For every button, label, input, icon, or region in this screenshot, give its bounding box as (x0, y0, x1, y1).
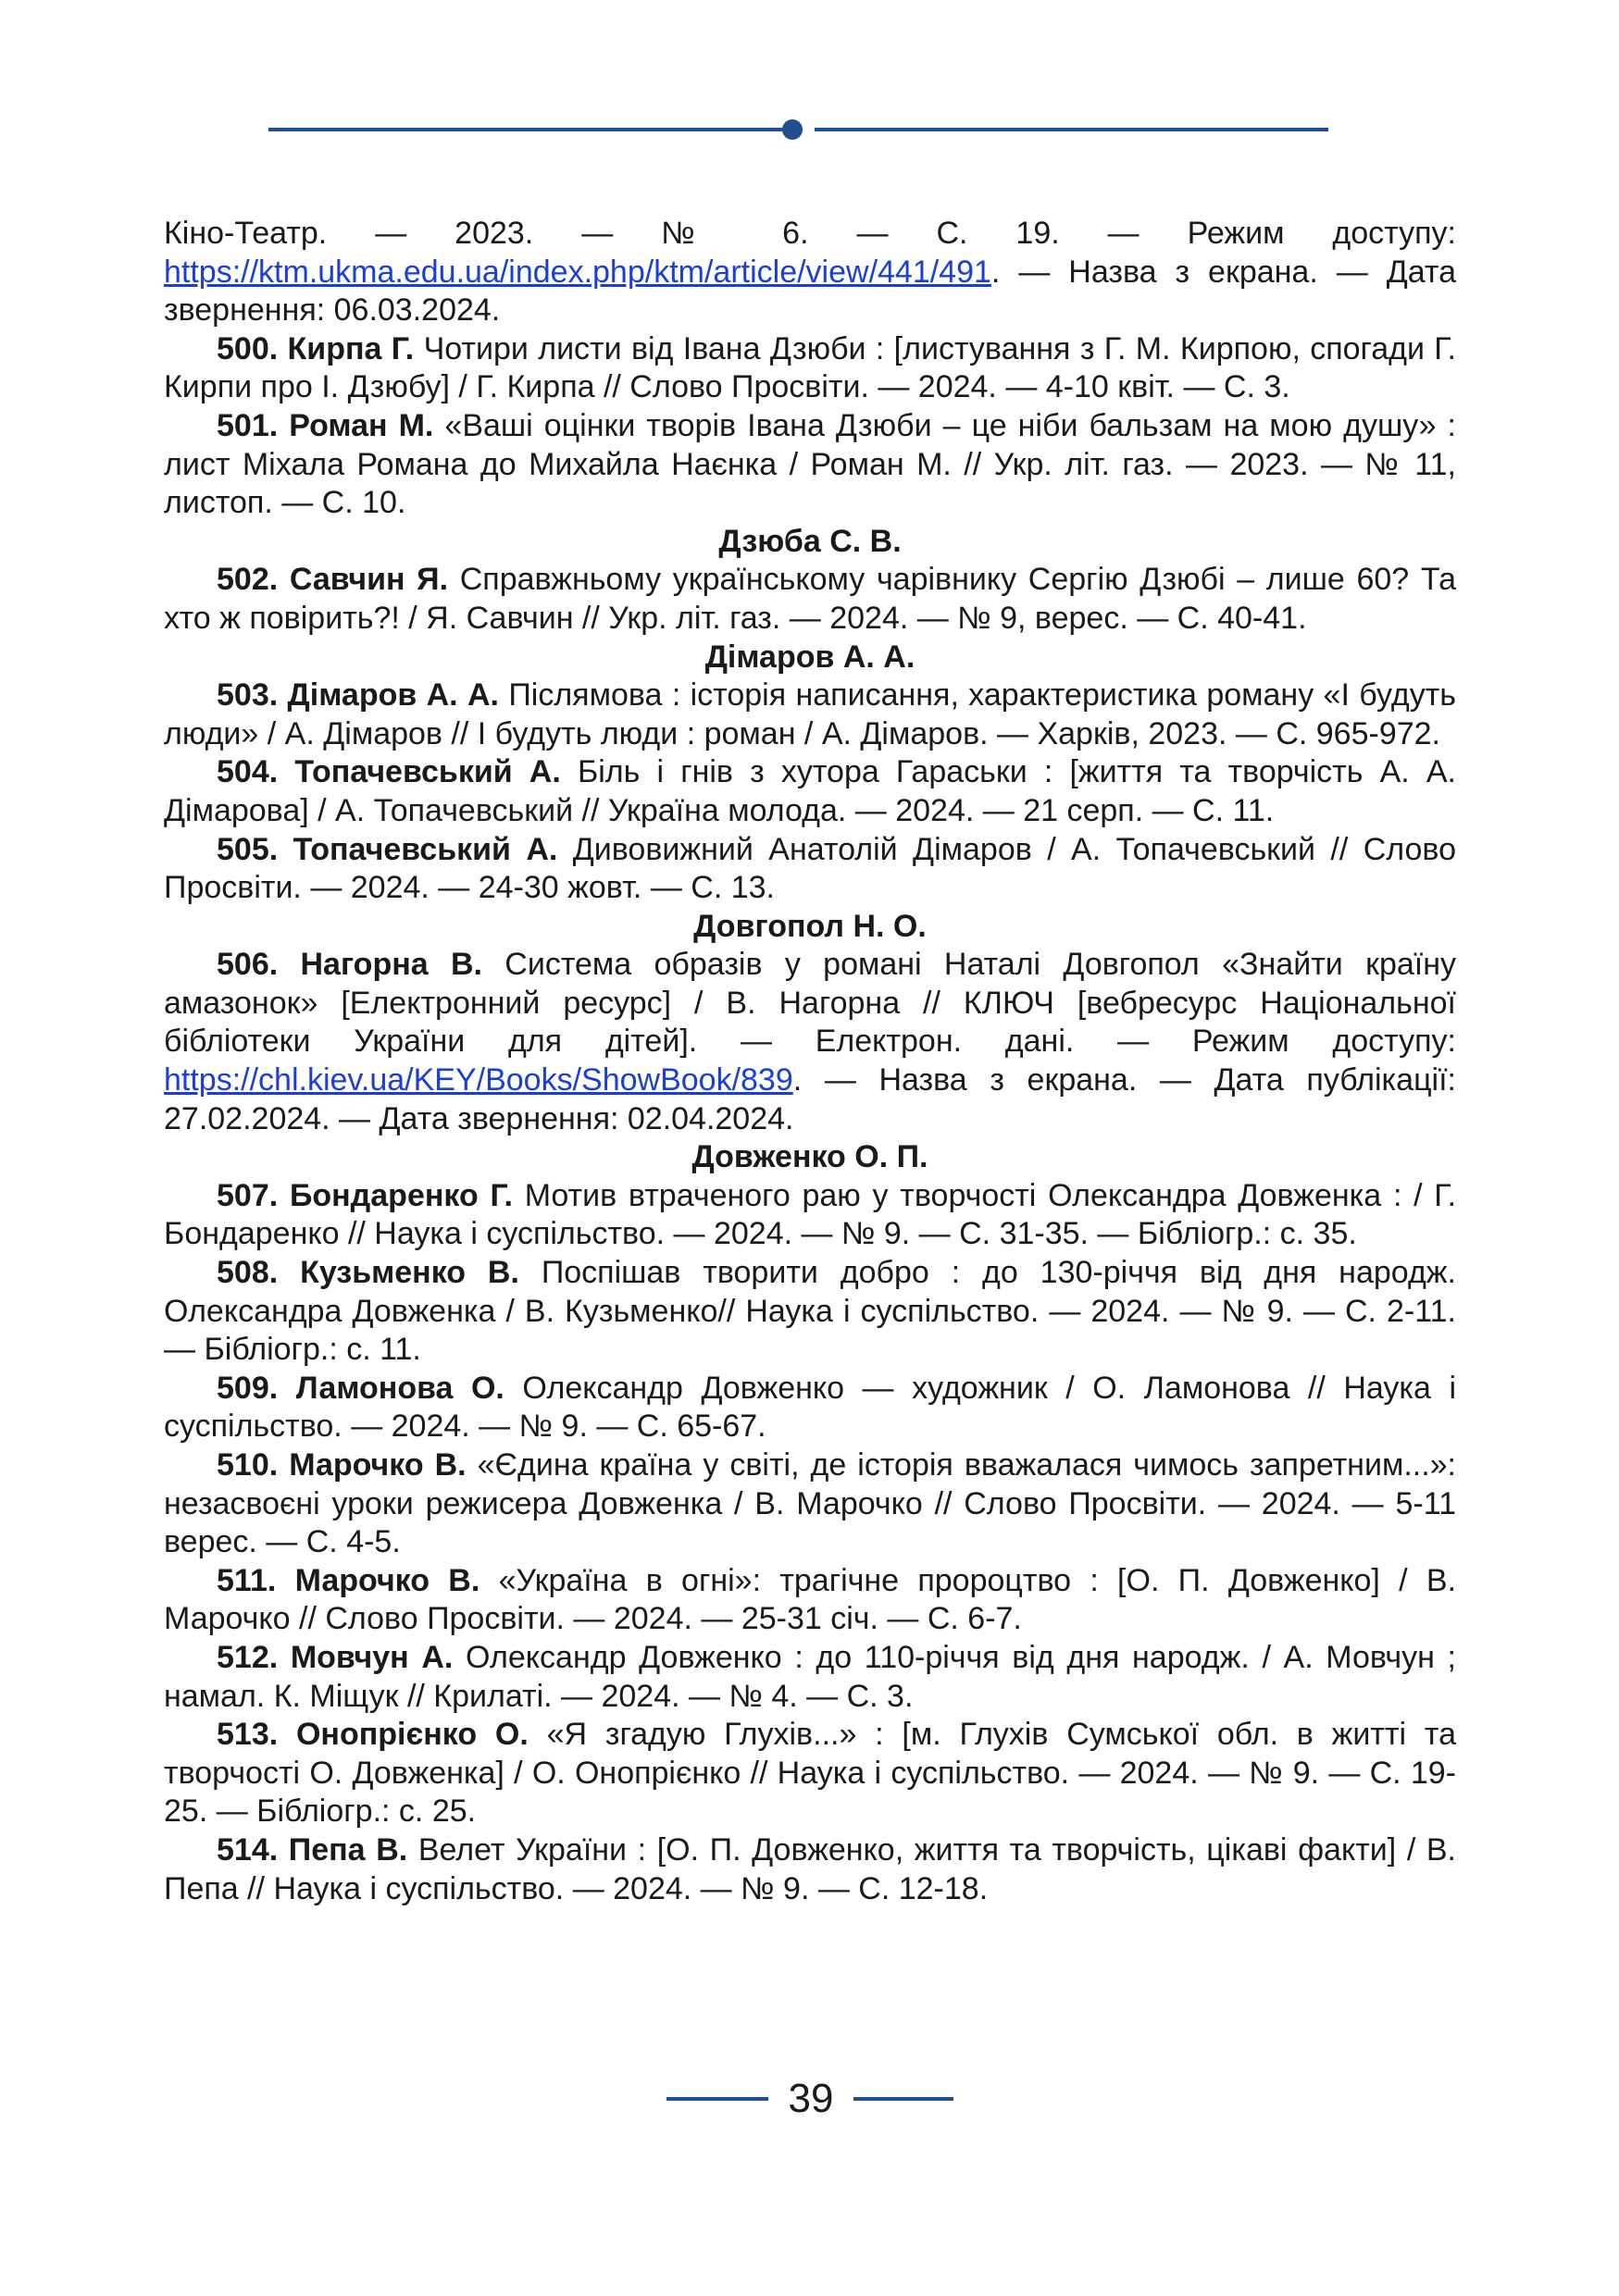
entry-link[interactable]: https://ktm.ukma.edu.ua/index.php/ktm/article/view/441/491 (164, 254, 991, 290)
entry-510: 510. Марочко В. «Єдина країна у світі, де історія вважалася чимось запретним...»: незасвоєні уроки режисера Довженка / В. Марочко // Слово Просвіти. — 2024. — 5-11 верес. — С. 4-5. (164, 1447, 1457, 1560)
top-divider-left (268, 128, 787, 131)
top-divider-right (815, 128, 1328, 131)
section-heading: Дімаров А. А. (704, 639, 915, 675)
entry-512: 512. Мовчун А. Олександр Довженко : до 110-річчя від дня народж. / А. Мовчун ; намал. К. Міщук // Крилаті. — 2024. — № 4. — С. 3. (164, 1639, 1456, 1714)
entry-503: 503. Дімаров А. А. Післямова : історія написання, характеристика роману «І будуть люди» / А. Дімаров // І будуть люди : роман / А. Дімаров. — Харків, 2023. — С. 965-972. (164, 677, 1456, 751)
entry-505: 505. Топачевський А. Дивовижний Анатолій Дімаров / А. Топачевський // Слово Просвіти. — 2024. — 24-30 жовт. — С. 13. (164, 831, 1456, 906)
bibliography-content (164, 215, 1456, 1908)
entry-509: 509. Ламонова О. Олександр Довженко — художник / О. Ламонова // Наука і суспільство. — 2024. — № 9. — С. 65-67. (164, 1370, 1457, 1445)
entry-501: 501. Роман М. «Ваші оцінки творів Івана Дзюби – це ніби бальзам на мою душу» : лист Міхала Романа до Михайла Наєнка / Роман М. // Укр. літ. газ. — 2023. — № 11, листоп. — С. 10. (164, 407, 1457, 521)
entry-514: 514. Пепа В. Велет України : [О. П. Довженко, життя та творчість, цікаві факти] / В. Пепа // Наука і суспільство. — 2024. — № 9. — С. 12-18. (164, 1831, 1456, 1906)
entry-link[interactable]: https://chl.kiev.ua/KEY/Books/ShowBook/839 (164, 1062, 793, 1098)
entry-504: 504. Топачевський А. Біль і гнів з хутора Гараськи : [життя та творчість А. А. Дімарова] / А. Топачевський // Україна молода. — 2024. — 21 серп. — С. 11. (164, 754, 1456, 828)
entry-507: 507. Бондаренко Г. Мотив втраченого раю у творчості Олександра Довженка : / Г. Бондаренко // Наука і суспільство. — 2024. — № 9. — С. 31-35. — Бібліогр.: с. 35. (164, 1177, 1457, 1252)
entry-502: 502. Савчин Я. Справжньому українському чарівнику Сергію Дзюбі – лише 60? Та хто ж повірить?! / Я. Савчин // Укр. літ. газ. — 2024. — № 9, верес. — С. 40-41. (164, 562, 1456, 636)
entry-506: 506. Нагорна В. Система образів у романі Наталі Довгопол «Знайти країну амазонок» [Електронний ресурс] / В. Нагорна // КЛЮЧ [вебресурс Національної бібліотеки України для дітей]. — Електрон. дані. — Режим доступу: https://chl.kiev.ua/KEY/Books/ShowBook/839. — Назва з екрана. — Дата публікації: 27.02.2024. — Дата звернення: 02.04.2024. (164, 947, 1456, 1136)
entry-500: 500. Кирпа Г. Чотири листи від Івана Дзюби : [листування з Г. М. Кирпою, спогади Г. Кирпи про І. Дзюбу] / Г. Кирпа // Слово Просвіти. — 2024. — 4-10 квіт. — С. 3. (164, 330, 1456, 405)
section-heading: Дзюба С. В. (718, 523, 902, 559)
entry-511: 511. Марочко В. «Україна в огні»: трагічне пророцтво : [О. П. Довженко] / В. Марочко // Слово Просвіти. — 2024. — 25-31 січ. — С. 6-7. (164, 1562, 1457, 1637)
entry-513: 513. Онопрієнко О. «Я згадую Глухів...» : [м. Глухів Сумської обл. в житті та творчості О. Довженка] / О. Онопрієнко // Наука і суспільство. — 2024. — № 9. — С. 19-25. — Бібліогр.: с. 25. (164, 1717, 1456, 1830)
footer-divider-left (666, 2097, 768, 2101)
top-divider-dot (782, 119, 803, 140)
section-heading: Довгопол Н. О. (693, 908, 927, 944)
continued-entry: Кіно-Театр. — 2023. — № 6. — С. 19. — Режим доступу: https://ktm.ukma.edu.ua/index.php/ktm/article/view/441/491. — Назва з екрана. — Дата звернення: 06.03.2024. (164, 216, 1456, 329)
footer-divider-right (853, 2097, 953, 2101)
section-heading: Довженко О. П. (691, 1139, 928, 1175)
entry-508: 508. Кузьменко В. Поспішав творити добро : до 130-річчя від дня народж. Олександра Довженка / В. Кузьменко// Наука і суспільство. — 2024. — № 9. — С. 2-11. — Бібліогр.: с. 11. (164, 1255, 1456, 1368)
page-number: 39 (788, 2076, 834, 2121)
